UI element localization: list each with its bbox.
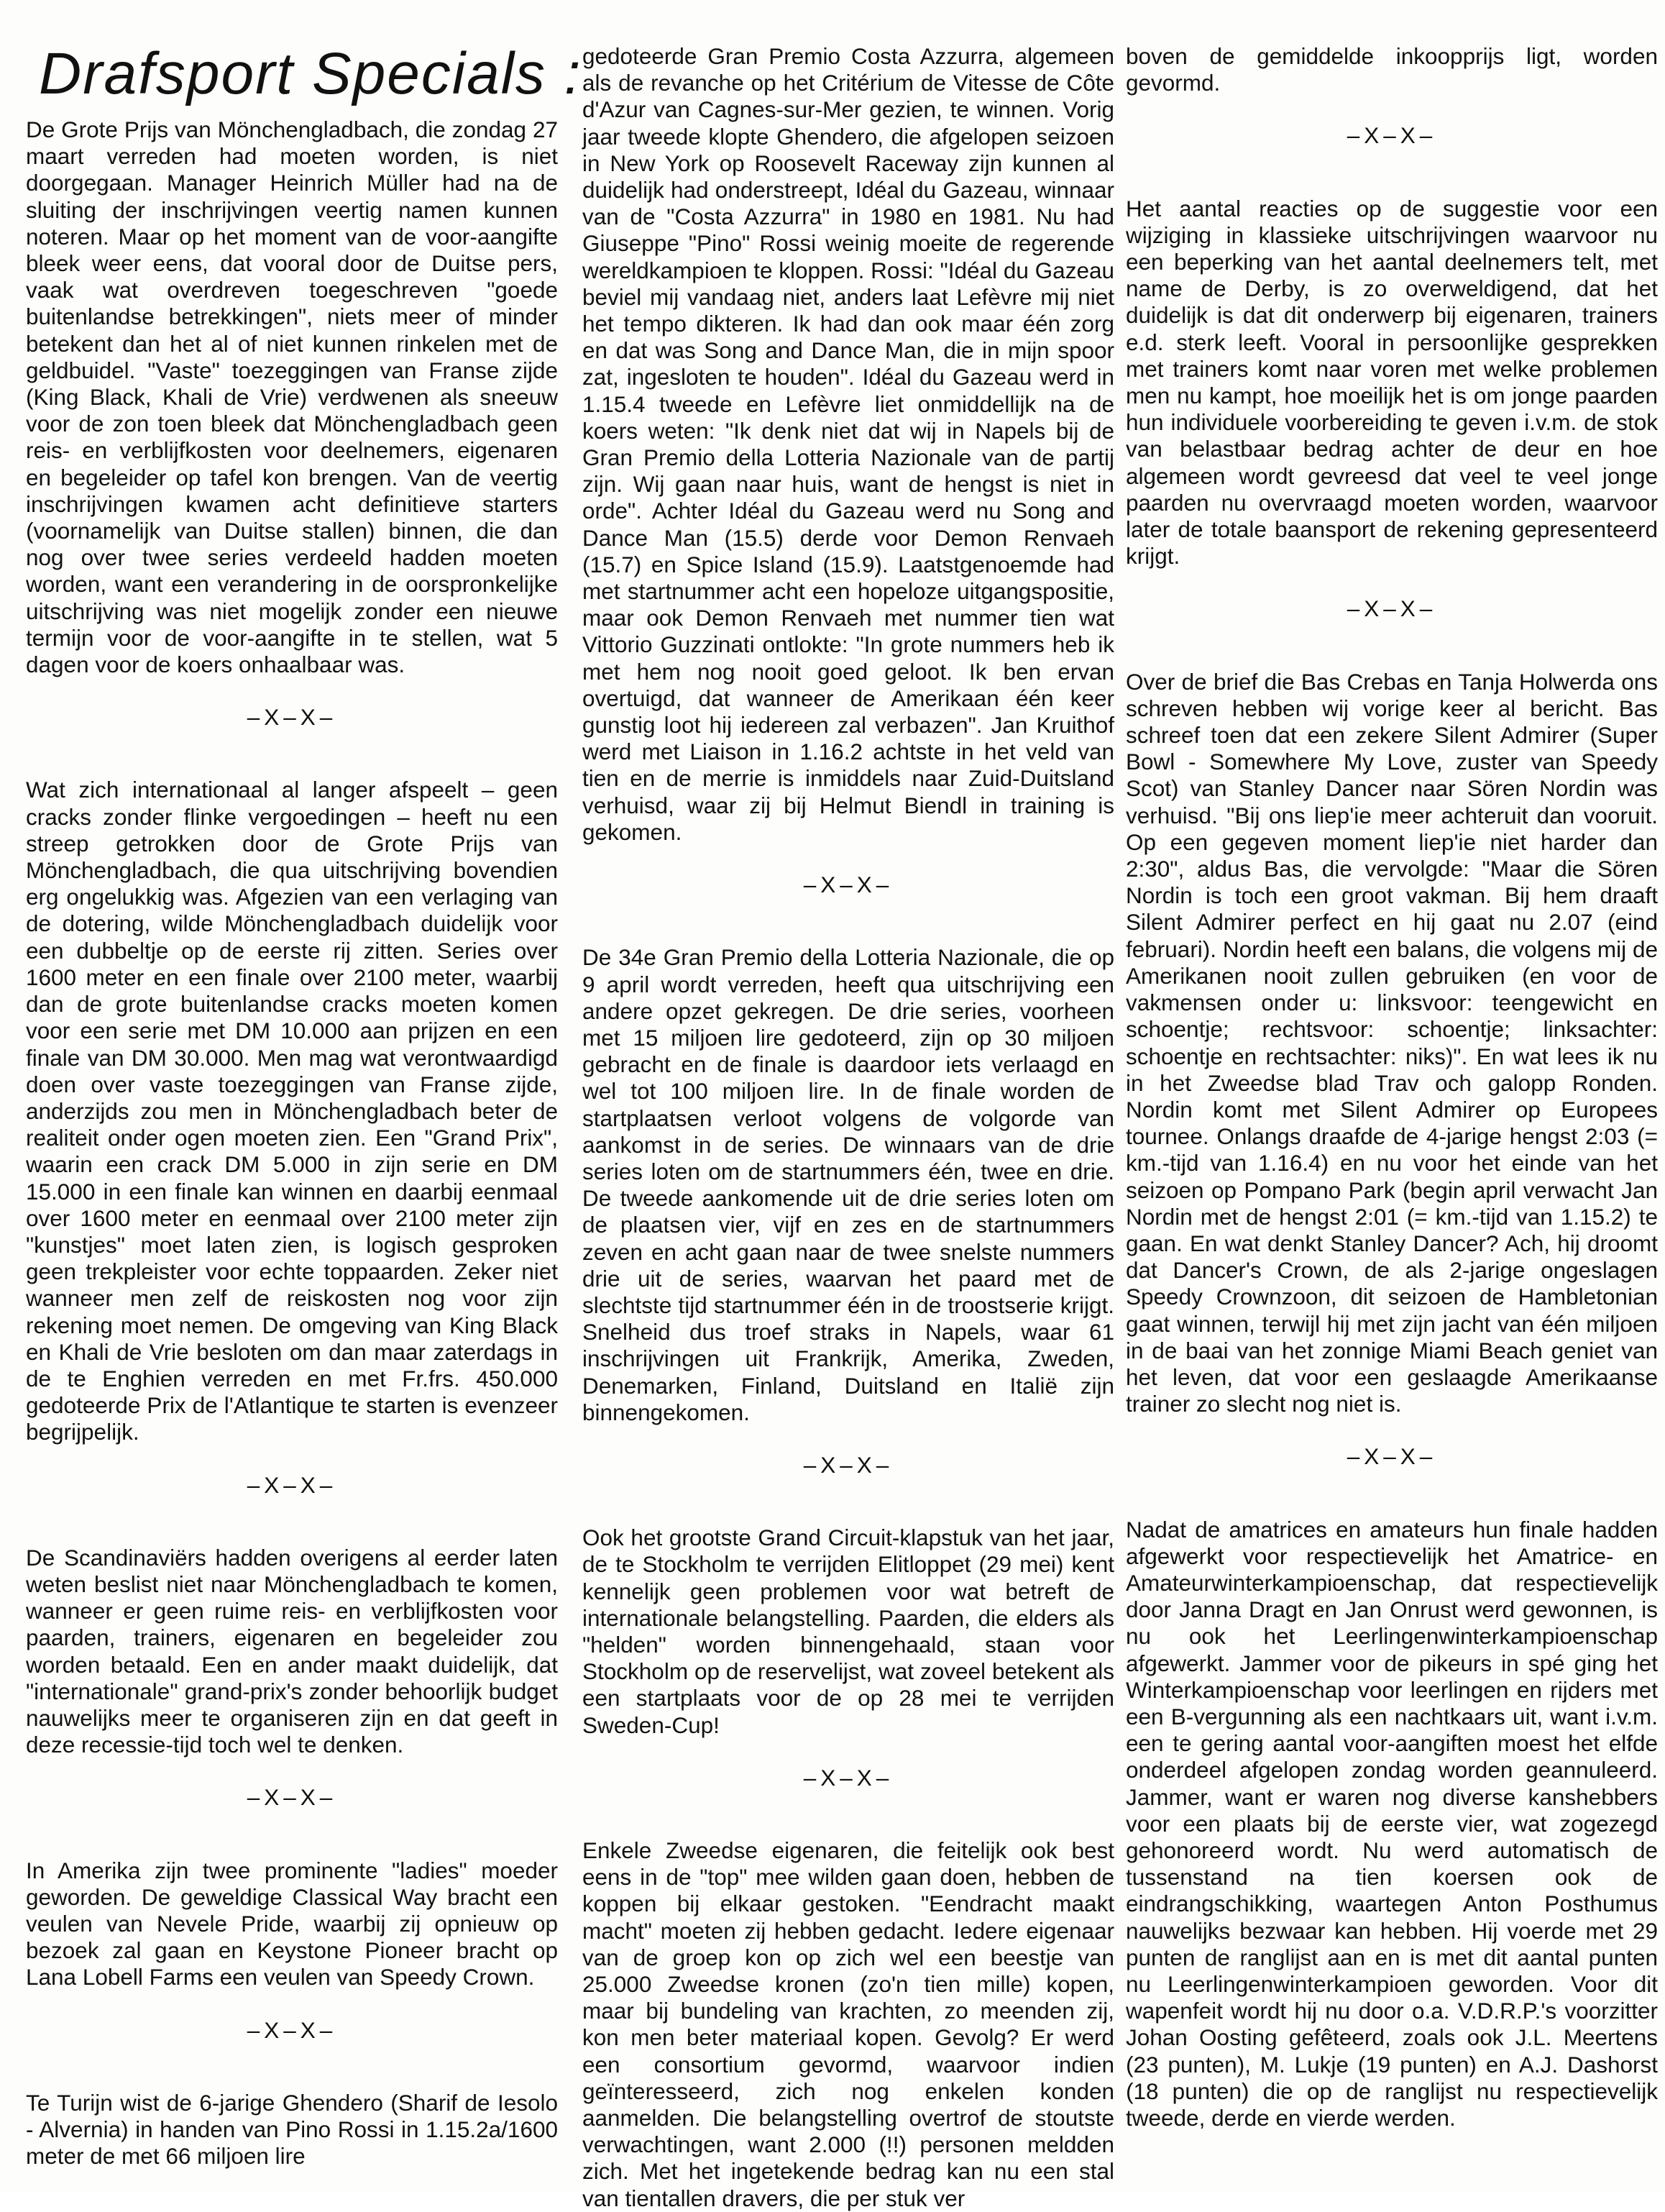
article-column-3 (1126, 43, 1658, 2186)
section-separator: –X–X– (1347, 122, 1437, 149)
article-column-2 (582, 43, 1114, 2211)
section-separator: –X–X– (247, 704, 337, 731)
section-separator: –X–X– (803, 872, 894, 898)
section-separator: –X–X– (1347, 1443, 1437, 1470)
article-paragraph: De Grote Prijs van Mönchengladbach, die zondag 27 maart verreden had moeten worden, is niet doorgegaan. Manager Heinrich Müller had na de sluiting der inschrijvingen veertig namen kunnen noteren. Maar op het moment van de voor-aangifte bleek weer eens, dat vooral door de Duitse pers, vaak wat overdreven toegeschreven "goede buitenlandse betrekkingen", niets meer of minder betekent dan het al of niet kunnen rinkelen met de geldbuidel. "Vaste" toezeggingen van Franse zijde (King Black, Khali de Vrie) verdwenen als sneeuw voor de zon toen bleek dat Mönchengladbach geen reis- en verblijfkosten voor deelnemers, eigenaren en begeleider op tafel kon brengen. Van de veertig inschrijvingen kwamen acht definitieve starters (voornamelijk van Duitse stallen) binnen, die dan nog over twee series verdeeld hadden moeten worden, want een verandering in de oorspronkelijke uitschrijving was niet mogelijk zonder een nieuwe termijn voor de voor-aangifte in te stellen, wat 5 dagen voor de koers onhaalbaar was. (26, 116, 558, 678)
article-paragraph: Over de brief die Bas Crebas en Tanja Holwerda ons schreven hebben wij vorige keer al bericht. Bas schreef toen dat een zekere Silent Admirer (Super Bowl - Somewhere My Love, zuster van Speedy Scot) van Stanley Dancer naar Sören Nordin was verhuisd. "Bij ons liep'ie meer achteruit dan vooruit. Op een gegeven moment liep'ie niet harder dan 2:30", aldus Bas, die vervolgde: "Maar die Sören Nordin is toch een groot vakman. Bij hem draaft Silent Admirer perfect en hij gaat nu 2.07 (eind februari). Nordin heeft een balans, die volgens mij de Amerikanen nooit zullen gebruiken (en voor de vakmensen onder u: linksvoor: teengewicht en schoentje; rechtsvoor: schoentje; linksachter: schoentje en rechtsachter: niks)". En wat lees ik nu in het Zweedse blad Trav och galopp Ronden. Nordin komt met Silent Admirer op Europees tournee. Onlangs draafde de 4-jarige hengst 2:03 (= km.-tijd van 1.16.4) en nu voor het einde van het seizoen op Pompano Park (begin april verwacht Jan Nordin met de hengst 2:01 (= km.-tijd van 1.15.2) te gaan. En wat denkt Stanley Dancer? Ach, hij droomt dat Dancer's Crown, de als 2-jarige ongeslagen Speedy Crownzoon, dit seizoen de Hambletonian gaat winnen, terwijl hij met zijn jacht van één miljoen in de baai van het zonnige Miami Beach geniet van het leven, dat voor een geslaagde Amerikaanse trainer zo slecht nog niet is. (1126, 668, 1658, 1417)
section-separator: –X–X– (247, 2016, 337, 2043)
article-title: Drafsport Specials : (39, 41, 582, 106)
article-paragraph: Ook het grootste Grand Circuit-klapstuk van het jaar, de te Stockholm te verrijden Elitloppet (29 mei) kent kennelijk geen problemen voor wat betreft de internationale belangstelling. Paarden, die elders als "helden" worden binnengehaald, staan voor Stockholm op de reservelijst, wat zoveel betekent als een startplaats voor de op 28 mei te verrijden Sweden-Cup! (582, 1525, 1114, 1738)
section-separator: –X–X– (803, 1764, 894, 1791)
article-paragraph: Nadat de amatrices en amateurs hun finale hadden afgewerkt voor respectievelijk het Amatrice- en Amateurwinterkampioenschap, dat respectievelijk door Janna Dragt en Jan Onrust werd gewonnen, is nu ook het Leerlingenwinterkampioenschap afgewerkt. Jammer voor de pikeurs in spé ging het Winterkampioenschap voor leerlingen en rijders met een B-vergunning als een nachtkaars uit, want i.v.m. een te gering aantal voor-aangiften moest het elfde onderdeel afgelopen zondag worden geannuleerd. Jammer, want er waren nog diverse kanshebbers voor een plaats bij de eerste vier, wat zogezegd gehonoreerd wordt. Nu werd automatisch de tussenstand na tien koersen ook de eindrangschikking, waartegen Anton Posthumus nauwelijks bezwaar kan hebben. Hij voerde met 29 punten de ranglijst aan en is met dit aantal punten nu Leerlingenwinterkampioen geworden. Voor dit wapenfeit wordt hij nu door o.a. V.D.R.P.'s voorzitter Johan Oosting gefêteerd, zoals ook J.L. Meertens (23 punten), M. Lukje (19 punten) en A.J. Dashorst (18 punten) die op de ranglijst nu respectievelijk tweede, derde en vierde werden. (1126, 1516, 1658, 2131)
article-paragraph: De Scandinaviërs hadden overigens al eerder laten weten beslist niet naar Mönchengladbach te komen, wanneer er geen ruime reis- en verblijfkosten voor paarden, trainers, eigenaren en begeleider zou worden betaald. Een en ander maakt duidelijk, dat "internationale" grand-prix's zonder behoorlijk budget nauwelijks meer te organiseren zijn en dat geeft in deze recessie-tijd toch wel te denken. (26, 1544, 558, 1758)
article-paragraph: De 34e Gran Premio della Lotteria Nazionale, die op 9 april wordt verreden, heeft qua uitschrijving een andere opzet gekregen. De drie series, voorheen met 15 miljoen lire gedoteerd, zijn op 30 miljoen gebracht en de finale is daardoor iets verlaagd en wel tot 100 miljoen lire. In de finale worden de startplaatsen verloot volgens de volgorde van aankomst in de series. De winnaars van de drie series loten om de startnummers één, twee en drie. De tweede aankomende uit de drie series loten om de plaatsen vier, vijf en zes en de startnummers zeven en acht gaan naar de twee snelste nummers drie uit de series, waarvan het paard met de slechtste tijd startnummer één in de troostserie krijgt. Snelheid dus troef straks in Napels, waar 61 inschrijvingen uit Frankrijk, Amerika, Zweden, Denemarken, Finland, Duitsland en Italië zijn binnengekomen. (582, 944, 1114, 1425)
article-paragraph: Wat zich internationaal al langer afspeelt – geen cracks zonder flinke vergoedingen – heeft nu een streep getrokken door de Grote Prijs van Mönchengladbach, die qua uitschrijving bovendien erg ongelukkig was. Afgezien van een verlaging van de dotering, wilde Mönchengladbach duidelijk voor een dubbeltje op de eerste rij zitten. Series over 1600 meter en een finale over 2100 meter, waarbij dan de grote buitenlandse cracks moeten komen voor een serie met DM 10.000 aan prijzen en een finale van DM 30.000. Men mag wat verontwaardigd doen over vaste toezeggingen van Franse zijde, anderzijds zou men in Mönchengladbach beter de realiteit onder ogen moeten zien. Een "Grand Prix", waarin een crack DM 5.000 in zijn serie en DM 15.000 in een finale kan winnen en daarbij eenmaal over 1600 meter en eenmaal over 2100 meter zijn "kunstjes" moet laten zien, is logisch gesproken geen trekpleister voor echte toppaarden. Zeker niet wanneer men zelf de reiskosten nog voor zijn rekening moet nemen. De omgeving van King Black en Khali de Vrie besloten om dan maar zaterdags in de te Enghien verreden en met Fr.frs. 450.000 gedoteerde Prix de l'Atlantique te starten is evenzeer begrijpelijk. (26, 777, 558, 1445)
article-paragraph: Enkele Zweedse eigenaren, die feitelijk ook best eens in de "top" mee wilden gaan doen, hebben de koppen bij elkaar gestoken. "Eendracht maakt macht" moeten zij hebben gedacht. Iedere eigenaar van de groep kon op zich wel een beestje van 25.000 Zweedse kronen (zo'n tien mille) kopen, maar bij bundeling van krachten, zo meenden zij, kon men beter materiaal kopen. Gevolg? Er werd een consortium gevormd, waarvoor indien geïnteresseerd, zich nog enkelen konden aanmelden. Die belangstelling overtrof de stoutste verwachtingen, want 2.000 (!!) personen meldden zich. Met het ingetekende bedrag kan nu een stal van tientallen dravers, die per stuk ver (582, 1837, 1114, 2211)
section-separator: –X–X– (247, 1784, 337, 1811)
article-paragraph: boven de gemiddelde inkoopprijs ligt, worden gevormd. (1126, 43, 1658, 96)
article-paragraph: Te Turijn wist de 6-jarige Ghendero (Sharif de Iesolo - Alvernia) in handen van Pino Rossi in 1.15.2a/1600 meter de met 66 miljoen lire (26, 2089, 558, 2170)
article-paragraph: In Amerika zijn twee prominente "ladies" moeder geworden. De geweldige Classical Way bracht een veulen van Nevele Pride, waarbij zij opnieuw op bezoek zal gaan en Keystone Pioneer bracht op Lana Lobell Farms een veulen van Speedy Crown. (26, 1857, 558, 1991)
article-column-1 (26, 41, 582, 2188)
article-paragraph: gedoteerde Gran Premio Costa Azzurra, algemeen als de revanche op het Critérium de Vitesse de Côte d'Azur van Cagnes-sur-Mer gezien, te winnen. Vorig jaar tweede klopte Ghendero, die afgelopen seizoen in New York op Roosevelt Raceway zijn kunnen al duidelijk had onderstreept, Idéal du Gazeau, winnaar van de "Costa Azzurra" in 1980 en 1981. Nu had Giuseppe "Pino" Rossi weinig moeite de regerende wereldkampioen te kloppen. Rossi: "Idéal du Gazeau beviel mij vandaag niet, anders laat Lefèvre mij niet het tempo dikteren. Ik had dan ook maar één zorg en dat was Song and Dance Man, die in mijn spoor zat, ingesloten te houden". Idéal du Gazeau werd in 1.15.4 tweede en Lefèvre liet onmiddellijk na de koers weten: "Ik denk niet dat wij in Napels bij de Gran Premio della Lotteria Nazionale van de partij zijn. Wij gaan naar huis, want de hengst is niet in orde". Achter Idéal du Gazeau werd nu Song and Dance Man (15.5) derde voor Demon Renvaeh (15.7) en Spice Island (15.9). Laatstgenoemde had met startnummer acht een hopeloze uitgangspositie, maar ook Demon Renvaeh met nummer tien wat Vittorio Guzzinati ontlokte: "In grote nummers heb ik met hem nog nooit goed geloot. Ik ben ervan overtuigd, dat wanneer de Amerikaan één keer gunstig loot hij iedereen zal verbazen". Jan Kruithof werd met Liaison in 1.16.2 achtste in het veld van tien en de merrie is inmiddels naar Zuid-Duitsland verhuisd, waar zij bij Helmut Biendl in training is gekomen. (582, 43, 1114, 845)
section-separator: –X–X– (803, 1451, 894, 1478)
section-separator: –X–X– (247, 1471, 337, 1498)
article-paragraph: Het aantal reacties op de suggestie voor een wijziging in klassieke uitschrijvingen waarvoor nu een beperking van het aantal deelnemers telt, met name de Derby, is zo overweldigend, dat het duidelijk is dat dit onderwerp bij eigenaren, trainers e.d. sterk leeft. Vooral in persoonlijke gesprekken met trainers komt naar voren met welke problemen men nu kampt, hoe moeilijk het is om jonge paarden hun individuele voorbereiding te geven i.v.m. de stok van belastbaar bedrag achter de deur en hoe algemeen wordt gevreesd dat veel te veel jonge paarden nu overvraagd moeten worden, waarvoor later de totale baansport de rekening gepresenteerd krijgt. (1126, 195, 1658, 570)
section-separator: –X–X– (1347, 595, 1437, 622)
